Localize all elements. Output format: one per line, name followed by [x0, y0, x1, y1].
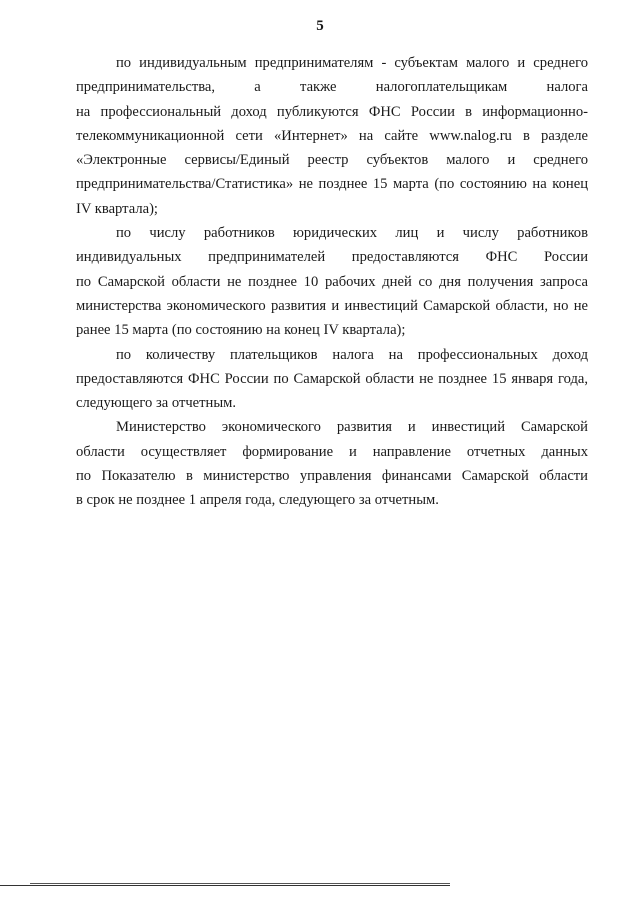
text-line: IV квартала); [76, 200, 158, 217]
paragraph-self-employed-tax [76, 343, 588, 416]
paragraph-fns-sme-registry [76, 51, 588, 221]
text-line: области осуществляет формирование и направление отчетных данных [76, 443, 588, 460]
paragraph-employees [76, 221, 588, 342]
footer-rule [0, 885, 450, 886]
text-line: телекоммуникационной сети «Интернет» на сайте www.nalog.ru в разделе [76, 127, 588, 144]
text-line: предпринимательства, а также налогоплательщикам налога [76, 79, 588, 96]
page-number: 5 [316, 18, 324, 34]
text-line: предоставляются ФНС России по Самарской области не позднее 15 января года, [76, 370, 588, 387]
text-line: следующего за отчетным. [76, 395, 237, 412]
text-line: индивидуальных предпринимателей предоставляются ФНС России [76, 249, 588, 266]
text-line: по количеству плательщиков налога на профессиональных доход [116, 346, 588, 363]
paragraph-ministry-reporting [76, 415, 588, 512]
footer-rule-thin [30, 883, 450, 884]
text-line: Министерство экономического развития и инвестиций Самарской [116, 419, 588, 436]
text-line: по числу работников юридических лиц и числу работников [116, 225, 588, 242]
text-line: по Самарской области не позднее 10 рабочих дней со дня получения запроса [76, 273, 588, 290]
text-line: ранее 15 марта (по состоянию на конец IV квартала); [76, 322, 406, 339]
text-line: предпринимательства/Статистика» не позднее 15 марта (по состоянию на конец [76, 176, 588, 193]
text-line: на профессиональный доход публикуются ФНС России в информационно- [76, 103, 588, 120]
text-line: по индивидуальным предпринимателям - субъектам малого и среднего [116, 55, 588, 71]
text-line: по Показателю в министерство управления финансами Самарской области [76, 468, 588, 485]
text-line: «Электронные сервисы/Единый реестр субъектов малого и среднего [76, 152, 588, 169]
text-line: министерства экономического развития и инвестиций Самарской области, но не [76, 297, 588, 314]
document-body [76, 51, 588, 513]
text-line: в срок не позднее 1 апреля года, следующего за отчетным. [76, 492, 439, 509]
